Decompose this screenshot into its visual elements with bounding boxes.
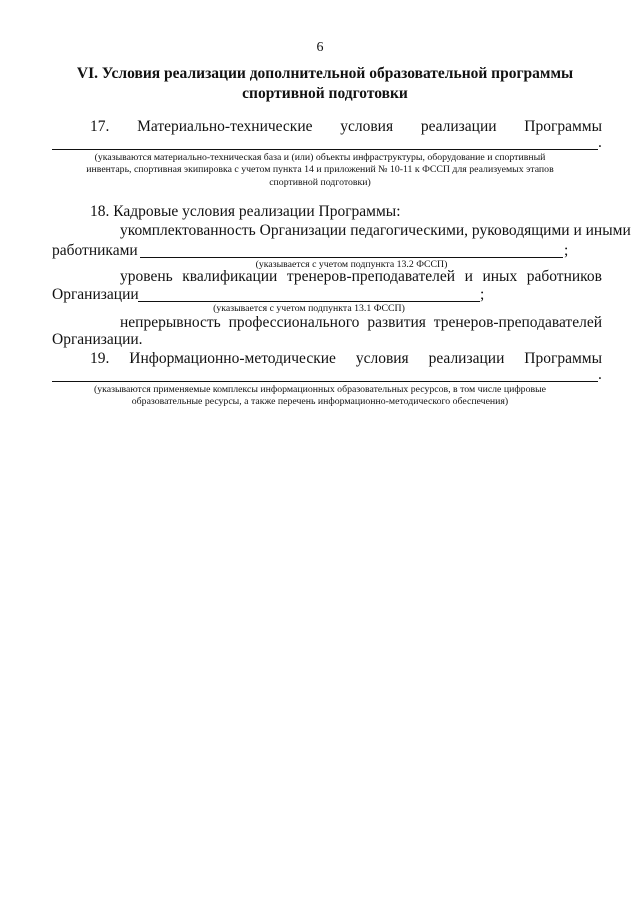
- item-19-word: реализации: [428, 350, 505, 367]
- qualification-word: тренеров-преподавателей: [286, 268, 456, 285]
- item-17-word: реализации: [420, 118, 497, 135]
- staffing-word: Организации: [259, 222, 347, 239]
- continuity-word: непрерывность: [120, 314, 221, 331]
- staffing-line-end: ;: [564, 242, 569, 259]
- item-18-qualification-line: [120, 268, 602, 286]
- item-18-heading: 18. Кадровые условия реализации Программы:: [90, 203, 401, 220]
- staffing-continuation: работниками: [52, 242, 138, 259]
- qualification-line-end: ;: [480, 286, 485, 303]
- item-17-word: условия: [340, 118, 394, 135]
- item-17-line: [90, 118, 602, 136]
- staffing-word: и: [573, 222, 582, 239]
- section-title-line-1: VI. Условия реализации дополнительной образовательной программы: [76, 65, 574, 82]
- staffing-word: руководящими: [471, 222, 570, 239]
- qualification-word: квалификации: [182, 268, 278, 285]
- qualification-word: работников: [526, 268, 602, 285]
- item-18-continuity-line: [120, 314, 602, 332]
- item-17-number: 17.: [90, 118, 110, 135]
- qualification-word: иных: [482, 268, 518, 285]
- item-17-note-2: инвентарь, спортивная экипировка с учетом пункта 14 и приложений № 10-11 к ФССП для реализуемых этапов: [86, 164, 554, 175]
- qualification-note: (указывается с учетом подпункта 13.1 ФССП): [213, 303, 405, 314]
- qualification-continuation: Организации: [52, 286, 139, 303]
- item-19-word: Программы: [524, 350, 603, 367]
- item-19-word: условия: [355, 350, 409, 367]
- staffing-note: (указывается с учетом подпункта 13.2 ФССП): [255, 259, 448, 270]
- item-17-note-3: спортивной подготовки): [269, 177, 371, 188]
- item-19-note-2: образовательные ресурсы, а также перечень информационно-методического обеспечения): [131, 396, 509, 407]
- item-17-word: Материально-технические: [137, 118, 313, 135]
- staffing-word: иными: [585, 222, 631, 239]
- item-19-word: Информационно-методические: [129, 350, 336, 367]
- item-17-fill-line: [52, 149, 598, 150]
- staffing-fill-line: [140, 257, 563, 258]
- qualification-word: и: [464, 268, 473, 285]
- continuity-word: профессионального: [228, 314, 360, 331]
- page-number: 6: [316, 40, 324, 55]
- continuity-word: развития: [367, 314, 426, 331]
- item-19-note-1: (указываются применяемые комплексы информационных образовательных ресурсов, в том числе цифровые: [93, 384, 547, 395]
- qualification-fill-line: [138, 301, 480, 302]
- staffing-word: педагогическими,: [350, 222, 469, 239]
- item-19-line-end: .: [598, 366, 602, 383]
- item-19-number: 19.: [90, 350, 110, 367]
- item-17-line-end: .: [598, 134, 602, 151]
- continuity-word: тренеров-преподавателей: [433, 314, 602, 331]
- item-17-note-1: (указываются материально-техническая база и (или) объекты инфраструктуры, оборудование и спортивный: [94, 152, 546, 163]
- item-19-line: [90, 350, 602, 368]
- continuity-continuation: Организации.: [52, 331, 143, 348]
- staffing-word: укомплектованность: [120, 222, 256, 239]
- item-19-fill-line: [52, 381, 598, 382]
- item-18-staffing-line: [120, 222, 631, 240]
- section-title-line-2: спортивной подготовки: [242, 85, 408, 102]
- item-17-word: Программы: [524, 118, 603, 135]
- qualification-word: уровень: [120, 268, 173, 285]
